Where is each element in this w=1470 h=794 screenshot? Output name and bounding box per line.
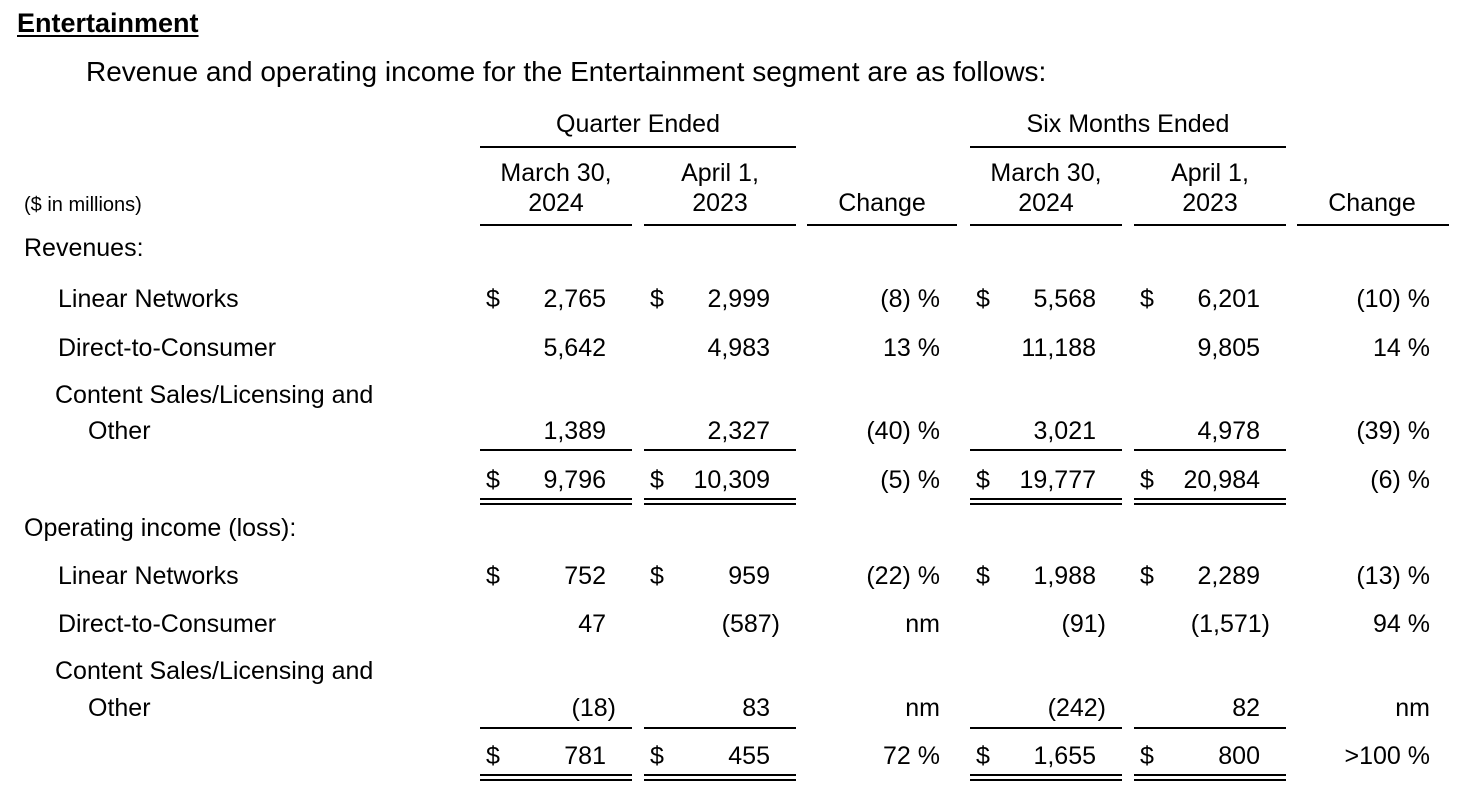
value-s-2023: 4,978 <box>1197 417 1260 445</box>
total-s-change: >100 % <box>1344 742 1430 770</box>
value-s-2023: 82 <box>1232 694 1260 722</box>
value-s-change: 14 % <box>1373 334 1430 362</box>
value-q-2024: 2,765 <box>543 285 606 313</box>
currency-symbol: $ <box>1140 285 1154 313</box>
revenues-heading: Revenues: <box>24 234 144 262</box>
value-s-2024: 3,021 <box>1033 417 1096 445</box>
value-s-2023: (1,571) <box>1190 610 1270 638</box>
header-rule <box>1297 224 1449 226</box>
col-header-s-2023-line1: April 1, <box>1171 159 1249 187</box>
value-s-change: 94 % <box>1373 610 1430 638</box>
total-double-rule <box>970 498 1122 505</box>
currency-symbol: $ <box>1140 742 1154 770</box>
col-header-s-2024-line2: 2024 <box>1018 189 1074 217</box>
col-header-q-change: Change <box>838 189 926 217</box>
header-rule <box>644 224 796 226</box>
quarter-ended-header: Quarter Ended <box>556 110 720 138</box>
total-double-rule <box>644 774 796 781</box>
value-q-2023: 959 <box>728 562 770 590</box>
col-header-s-2024-line1: March 30, <box>990 159 1102 187</box>
row-label: Linear Networks <box>58 562 239 590</box>
currency-symbol: $ <box>486 742 500 770</box>
total-s-2024: 19,777 <box>1019 466 1096 494</box>
total-s-2023: 800 <box>1218 742 1260 770</box>
col-header-q-2023-line1: April 1, <box>681 159 759 187</box>
value-s-change: (39) % <box>1356 417 1430 445</box>
subtotal-rule <box>970 727 1122 729</box>
value-q-2023: 2,327 <box>707 417 770 445</box>
header-rule <box>1134 224 1286 226</box>
value-s-2024: (91) <box>1061 610 1106 638</box>
currency-symbol: $ <box>486 285 500 313</box>
value-q-2023: 4,983 <box>707 334 770 362</box>
row-label: Linear Networks <box>58 285 239 313</box>
row-label: Content Sales/Licensing and <box>55 381 374 409</box>
six-group-rule <box>970 146 1286 148</box>
total-double-rule <box>480 498 632 505</box>
col-header-q-2024 <box>480 158 632 218</box>
total-q-change: 72 % <box>883 742 940 770</box>
value-q-change: 13 % <box>883 334 940 362</box>
value-q-change: (40) % <box>866 417 940 445</box>
total-q-2023: 455 <box>728 742 770 770</box>
operating-income-heading: Operating income (loss): <box>24 514 297 542</box>
total-double-rule <box>970 774 1122 781</box>
value-q-2024: (18) <box>571 694 616 722</box>
total-double-rule <box>1134 774 1286 781</box>
value-s-2023: 2,289 <box>1197 562 1260 590</box>
value-q-2023: 2,999 <box>707 285 770 313</box>
subtotal-rule <box>1134 727 1286 729</box>
section-title: Entertainment <box>17 8 199 38</box>
total-double-rule <box>480 774 632 781</box>
value-q-2023: (587) <box>721 610 780 638</box>
currency-symbol: $ <box>650 466 664 494</box>
intro-text: Revenue and operating income for the Entertainment segment are as follows: <box>86 56 1047 87</box>
currency-symbol: $ <box>650 285 664 313</box>
value-s-2024: 5,568 <box>1033 285 1096 313</box>
value-q-change: (8) % <box>880 285 940 313</box>
subtotal-rule <box>644 727 796 729</box>
value-s-2024: 11,188 <box>1021 334 1096 362</box>
value-q-2024: 1,389 <box>543 417 606 445</box>
header-rule <box>807 224 957 226</box>
header-rule <box>970 224 1122 226</box>
row-label: Direct-to-Consumer <box>58 334 277 362</box>
currency-symbol: $ <box>486 562 500 590</box>
row-label: Direct-to-Consumer <box>58 610 277 638</box>
col-header-q-2023-line2: 2023 <box>692 189 748 217</box>
units-note: ($ in millions) <box>24 194 142 216</box>
header-rule <box>480 224 632 226</box>
total-q-2023: 10,309 <box>693 466 770 494</box>
value-q-2024: 752 <box>564 562 606 590</box>
total-q-change: (5) % <box>880 466 940 494</box>
row-label-continued: Other <box>88 417 151 445</box>
value-s-2024: (242) <box>1047 694 1106 722</box>
value-s-2023: 9,805 <box>1197 334 1260 362</box>
value-q-2024: 5,642 <box>543 334 606 362</box>
value-q-change: (22) % <box>866 562 940 590</box>
subtotal-rule <box>970 449 1122 451</box>
value-q-change: nm <box>905 694 940 722</box>
total-s-2023: 20,984 <box>1183 466 1260 494</box>
row-label-continued: Other <box>88 694 151 722</box>
total-double-rule <box>644 498 796 505</box>
quarter-group-rule <box>480 146 796 148</box>
value-s-change: nm <box>1395 694 1430 722</box>
row-label: Content Sales/Licensing and <box>55 657 374 685</box>
currency-symbol: $ <box>650 742 664 770</box>
currency-symbol: $ <box>976 562 990 590</box>
total-double-rule <box>1134 498 1286 505</box>
col-header-q-2024-line1: March 30, <box>500 159 612 187</box>
subtotal-rule <box>1134 449 1286 451</box>
value-s-2024: 1,988 <box>1033 562 1096 590</box>
subtotal-rule <box>644 449 796 451</box>
col-header-s-change: Change <box>1328 189 1416 217</box>
col-header-s-2023 <box>1134 158 1286 218</box>
currency-symbol: $ <box>976 285 990 313</box>
value-s-change: (10) % <box>1356 285 1430 313</box>
subtotal-rule <box>480 727 632 729</box>
col-header-q-2024-line2: 2024 <box>528 189 584 217</box>
col-header-q-2023 <box>644 158 796 218</box>
total-s-2024: 1,655 <box>1033 742 1096 770</box>
total-q-2024: 9,796 <box>543 466 606 494</box>
total-q-2024: 781 <box>564 742 606 770</box>
currency-symbol: $ <box>650 562 664 590</box>
col-header-s-2023-line2: 2023 <box>1182 189 1238 217</box>
currency-symbol: $ <box>976 742 990 770</box>
value-q-2024: 47 <box>578 610 606 638</box>
col-header-s-2024 <box>970 158 1122 218</box>
currency-symbol: $ <box>1140 562 1154 590</box>
value-s-change: (13) % <box>1356 562 1430 590</box>
currency-symbol: $ <box>1140 466 1154 494</box>
currency-symbol: $ <box>486 466 500 494</box>
value-q-2023: 83 <box>742 694 770 722</box>
six-months-ended-header: Six Months Ended <box>1026 110 1230 138</box>
value-s-2023: 6,201 <box>1197 285 1260 313</box>
subtotal-rule <box>480 449 632 451</box>
total-s-change: (6) % <box>1370 466 1430 494</box>
currency-symbol: $ <box>976 466 990 494</box>
value-q-change: nm <box>905 610 940 638</box>
